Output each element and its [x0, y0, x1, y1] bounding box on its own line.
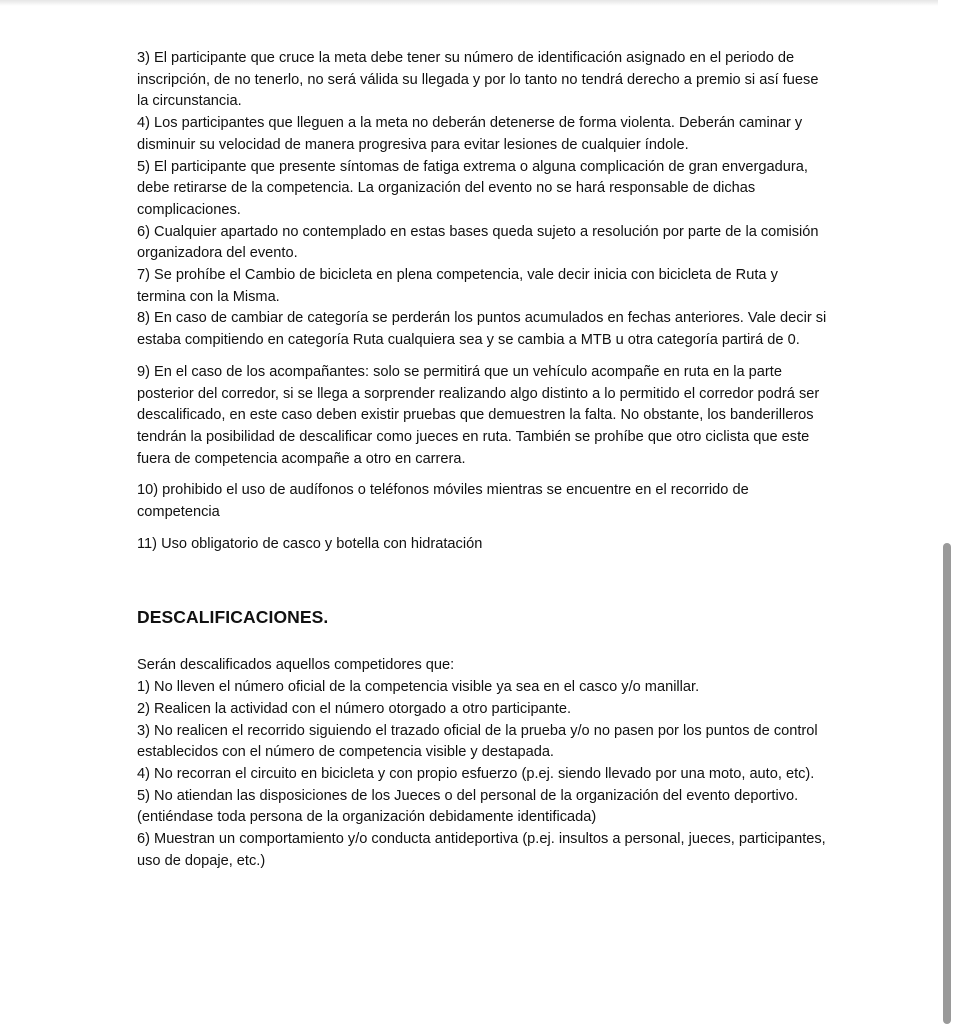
rule-5: 5) El participante que presente síntomas de fatiga extrema o alguna complicación de gran envergadura, debe retirarse de la competencia. La organización del evento no se hará responsable de dichas complicaciones. — [137, 158, 808, 218]
disqualification-5: 5) No atiendan las disposiciones de los Jueces o del personal de la organización del evento deportivo. (entiéndase toda persona de la organización debidamente identificada) — [137, 787, 799, 826]
rule-9: 9) En el caso de los acompañantes: solo se permitirá que un vehículo acompañe en ruta en la parte posterior del corredor, si se llega a sorprender realizando algo distinto a lo permitido el corredor podrá ser descalificado, en este caso deben existir pruebas que demuestren la falta. No obstante, los banderilleros tendrán la posibilidad de descalificar como jueces en ruta. También se prohíbe que otro ciclista que este fuera de competencia acompañe a otro en carrera. — [137, 363, 820, 467]
scrollbar-thumb[interactable] — [943, 543, 951, 1024]
disqualification-1: 1) No lleven el número oficial de la competencia visible ya sea en el casco y/o manillar. — [137, 679, 700, 696]
disqualification-6: 6) Muestran un comportamiento y/o conducta antideportiva (p.ej. insultos a personal, jueces, participantes, uso de dopaje, etc.) — [137, 831, 826, 869]
section-heading: DESCALIFICACIONES. — [137, 607, 329, 628]
rule-7: 7) Se prohíbe el Cambio de bicicleta en plena competencia, vale decir inicia con bicicleta de Ruta y termina con la Misma. — [137, 267, 778, 305]
rule-6: 6) Cualquier apartado no contemplado en estas bases queda sujeto a resolución por parte de la comisión organizadora del evento. — [137, 223, 819, 262]
rule-3: 3) El participante que cruce la meta debe tener su número de identificación asignado en el periodo de inscripción, de no tenerlo, no será válida su llegada y por lo tanto no tendrá derecho a premio si así fuese la circunstancia. — [137, 50, 819, 110]
disqualification-2: 2) Realicen la actividad con el número otorgado a otro participante. — [137, 700, 572, 717]
document-page — [137, 48, 827, 873]
disqualification-3: 3) No realicen el recorrido siguiendo el trazado oficial de la prueba y/o no pasen por los puntos de control establecidos con el número de competencia visible y destapada. — [137, 722, 818, 761]
rule-8: 8) En caso de cambiar de categoría se perderán los puntos acumulados en fechas anteriores. Vale decir si estaba compitiendo en categoría Ruta cualquiera sea y se cambia a MTB u otra categoría partirá de 0. — [137, 310, 827, 349]
disqualification-4: 4) No recorran el circuito en bicicleta y con propio esfuerzo (p.ej. siendo llevado por una moto, auto, etc). — [137, 765, 815, 782]
rule-10: 10) prohibido el uso de audífonos o teléfonos móviles mientras se encuentre en el recorrido de competencia — [137, 482, 749, 521]
page-top-edge — [0, 0, 958, 6]
rule-11: 11) Uso obligatorio de casco y botella con hidratación — [137, 535, 483, 552]
rule-4: 4) Los participantes que lleguen a la meta no deberán detenerse de forma violenta. Deberán caminar y disminuir su velocidad de manera progresiva para evitar lesiones de cualquier índole. — [137, 115, 803, 153]
disqualification-intro: Serán descalificados aquellos competidores que: — [137, 657, 455, 674]
